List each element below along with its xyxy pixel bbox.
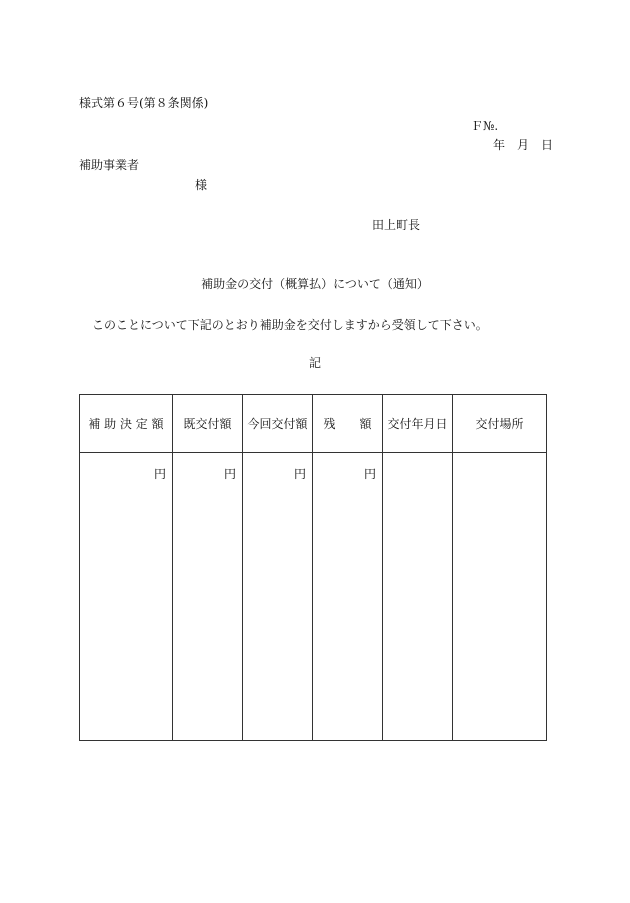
document-title: 補助金の交付（概算払）について（通知） [201, 277, 429, 291]
header-already-paid: 既交付額 [173, 395, 243, 453]
recipient-label: 補助事業者 [79, 158, 140, 172]
date-line: 年 月 日 [493, 138, 554, 152]
cell-remaining: 円 [313, 453, 383, 741]
cell-current-payment: 円 [243, 453, 313, 741]
cell-payment-place [453, 453, 547, 741]
payment-table [79, 394, 546, 741]
cell-decided-amount: 円 [80, 453, 173, 741]
table-row [80, 453, 547, 741]
header-payment-place: 交付場所 [453, 395, 547, 453]
header-decided-amount: 補 助 決 定 額 [80, 395, 173, 453]
issuer: 田上町長 [372, 218, 421, 232]
cell-already-paid: 円 [173, 453, 243, 741]
cell-payment-date [383, 453, 453, 741]
form-number: 様式第６号(第８条関係) [79, 96, 209, 110]
honorific: 様 [195, 178, 208, 192]
header-remaining: 残 額 [313, 395, 383, 453]
f-number-label: Ｆ№. [471, 119, 499, 133]
ki-heading: 記 [308, 356, 321, 370]
header-current-payment: 今回交付額 [243, 395, 313, 453]
header-payment-date: 交付年月日 [383, 395, 453, 453]
table-header-row [80, 395, 547, 453]
body-text: このことについて下記のとおり補助金を交付しますから受領して下さい。 [92, 318, 488, 332]
